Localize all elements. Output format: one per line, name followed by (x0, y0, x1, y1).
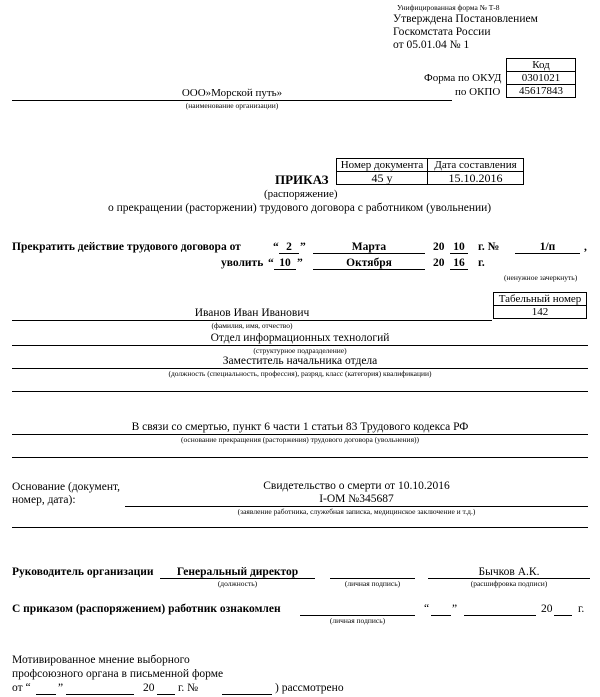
contract-number: 1/п (515, 241, 580, 254)
basis-caption: (заявление работника, служебная записка, медицинское заключение и т.д.) (237, 507, 476, 516)
doc-date-header: Дата составления (428, 159, 524, 172)
acq-day-line (431, 615, 451, 616)
approved-line2: Госкомстата России (393, 26, 491, 38)
okpo-label: по ОКПО (455, 86, 501, 98)
contract-day: 2 (279, 241, 299, 254)
acq-year-line (554, 615, 572, 616)
basis-value-1: Свидетельство о смерти от 10.10.2016 (263, 480, 450, 492)
form-name: Унифицированная форма № Т-8 (397, 3, 500, 12)
approved-line1: Утверждена Постановлением (393, 13, 538, 25)
approved-line3: от 05.01.04 № 1 (393, 39, 470, 51)
basis-blank-line (12, 527, 588, 528)
acq-month-line (464, 615, 536, 616)
dismiss-g: г. (478, 257, 485, 269)
contract-month: Марта (313, 241, 425, 254)
termination-label: Прекратить действие трудового договора от (12, 241, 241, 253)
tab-number-header: Табельный номер (494, 293, 587, 306)
head-name-caption: (расшифровка подписи) (470, 579, 548, 588)
rasp-title: (распоряжение) (264, 188, 338, 200)
organization-name: ООО»Морской путь» (181, 87, 283, 99)
doc-number-value: 45 у (337, 172, 428, 185)
position-caption: (должность (специальность, профессия), разряд, класс (категория) квалификации) (168, 369, 432, 378)
okud-label: Форма по ОКУД (424, 72, 502, 84)
grounds-text: В связи со смертью, пункт 6 части 1 статьи 83 Трудового кодекса РФ (131, 421, 469, 433)
union-line-3a: от “ (12, 682, 31, 694)
dismiss-day: 10 (274, 257, 296, 270)
head-position-caption: (должность) (217, 579, 258, 588)
open-quote-2: “ (268, 257, 274, 269)
dismiss-year: 16 (450, 257, 468, 270)
blank-line (12, 391, 588, 392)
acquainted-signature-caption: (личная подпись) (329, 616, 386, 625)
contract-g-no: г. № (478, 241, 500, 253)
employee-dept: Отдел информационных технологий (210, 332, 390, 344)
contract-year-prefix: 20 (433, 241, 445, 253)
union-line-2: профсоюзного органа в письменной форме (12, 668, 224, 680)
grounds-caption: (основание прекращения (расторжения) трудового договора (увольнения)) (180, 435, 420, 444)
head-name: Бычков А.К. (428, 566, 590, 579)
employee-fio: Иванов Иван Иванович (194, 307, 310, 319)
dismiss-month: Октября (313, 257, 425, 270)
prikaz-title: ПРИКАЗ (275, 172, 329, 187)
okud-value: 0301021 (507, 72, 576, 85)
union-year-prefix: 20 (143, 682, 155, 694)
union-number-line (222, 694, 272, 695)
head-position: Генеральный директор (160, 566, 315, 579)
employee-position: Заместитель начальника отдела (222, 355, 378, 367)
doc-date-value: 15.10.2016 (428, 172, 524, 185)
union-year-line (157, 694, 175, 695)
grounds-blank-line (12, 457, 588, 458)
subtitle: о прекращении (расторжении) трудового договора с работником (увольнении) (108, 202, 492, 214)
acq-g: г. (578, 603, 585, 615)
union-line-3b: ” (58, 682, 64, 694)
fio-caption: (фамилия, имя, отчество) (211, 321, 293, 330)
code-header: Код (507, 59, 576, 72)
close-quote-1: ” (300, 241, 306, 253)
organization-caption: (наименование организации) (185, 101, 279, 110)
basis-label-1: Основание (документ, (12, 481, 121, 493)
dismiss-year-prefix: 20 (433, 257, 445, 269)
doc-table (336, 158, 524, 185)
basis-label-2: номер, дата): (12, 494, 76, 506)
tab-number-value: 142 (494, 306, 587, 319)
doc-number-header: Номер документа (337, 159, 428, 172)
acq-year-prefix: 20 (541, 603, 553, 615)
okpo-value: 45617843 (507, 85, 576, 98)
union-considered: ) рассмотрено (275, 682, 344, 694)
basis-value-2: I-ОМ №345687 (319, 493, 394, 505)
union-day-line (36, 694, 56, 695)
open-quote-1: “ (273, 241, 279, 253)
dismiss-label: уволить (221, 257, 264, 269)
comma: , (584, 241, 587, 253)
acq-close-quote: ” (452, 603, 458, 615)
union-g-no: г. № (178, 682, 199, 694)
strike-note: (ненужное зачеркнуть) (504, 273, 578, 282)
acquainted-label: С приказом (распоряжением) работник ознакомлен (12, 603, 281, 615)
union-month-line (66, 694, 134, 695)
acq-open-quote: “ (424, 603, 430, 615)
contract-year: 10 (450, 241, 468, 254)
union-line-1: Мотивированное мнение выборного (12, 654, 190, 666)
close-quote-2: ” (297, 257, 303, 269)
dept-caption: (структурное подразделение) (253, 346, 347, 355)
tab-number-table (493, 292, 587, 319)
head-label: Руководитель организации (12, 566, 154, 578)
head-signature-caption: (личная подпись) (344, 579, 401, 588)
codes-table (506, 58, 576, 98)
